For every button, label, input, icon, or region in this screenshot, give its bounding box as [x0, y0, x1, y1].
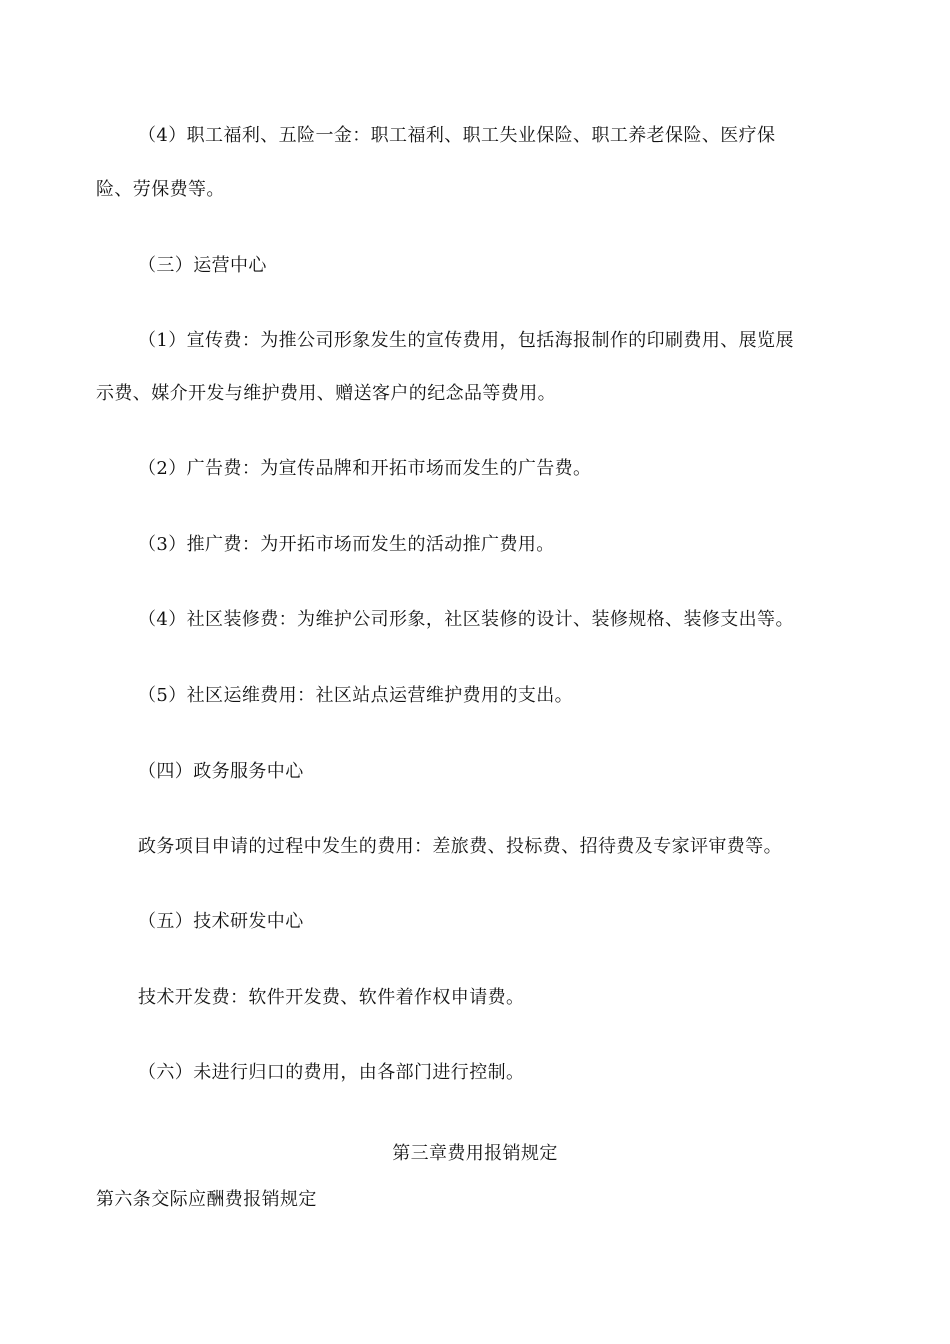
- paragraph-line: 技术开发费：软件开发费、软件着作权申请费。: [138, 987, 525, 1008]
- paragraph-line: （六）未进行归口的费用，由各部门进行控制。: [138, 1062, 525, 1083]
- chapter-title: 第三章费用报销规定: [392, 1143, 558, 1164]
- paragraph-line: （1）宣传费：为推公司形象发生的宣传费用，包括海报制作的印刷费用、展览展: [138, 330, 794, 351]
- paragraph-line: 示费、媒介开发与维护费用、赠送客户的纪念品等费用。: [96, 383, 556, 404]
- section-heading: （三）运营中心: [138, 255, 267, 276]
- paragraph-line: （3）推广费：为开拓市场而发生的活动推广费用。: [138, 534, 555, 555]
- section-heading: （四）政务服务中心: [138, 761, 304, 782]
- paragraph-line: （2）广告费：为宣传品牌和开拓市场而发生的广告费。: [138, 458, 592, 479]
- paragraph-line: （4）社区装修费：为维护公司形象，社区装修的设计、装修规格、装修支出等。: [138, 609, 794, 630]
- paragraph-line: （4）职工福利、五险一金：职工福利、职工失业保险、职工养老保险、医疗保: [138, 125, 776, 146]
- paragraph-line: （5）社区运维费用：社区站点运营维护费用的支出。: [138, 685, 574, 706]
- article-heading: 第六条交际应酬费报销规定: [96, 1189, 317, 1210]
- paragraph-line: 政务项目申请的过程中发生的费用：差旅费、投标费、招待费及专家评审费等。: [138, 836, 782, 857]
- section-heading: （五）技术研发中心: [138, 911, 304, 932]
- paragraph-line: 险、劳保费等。: [96, 179, 225, 200]
